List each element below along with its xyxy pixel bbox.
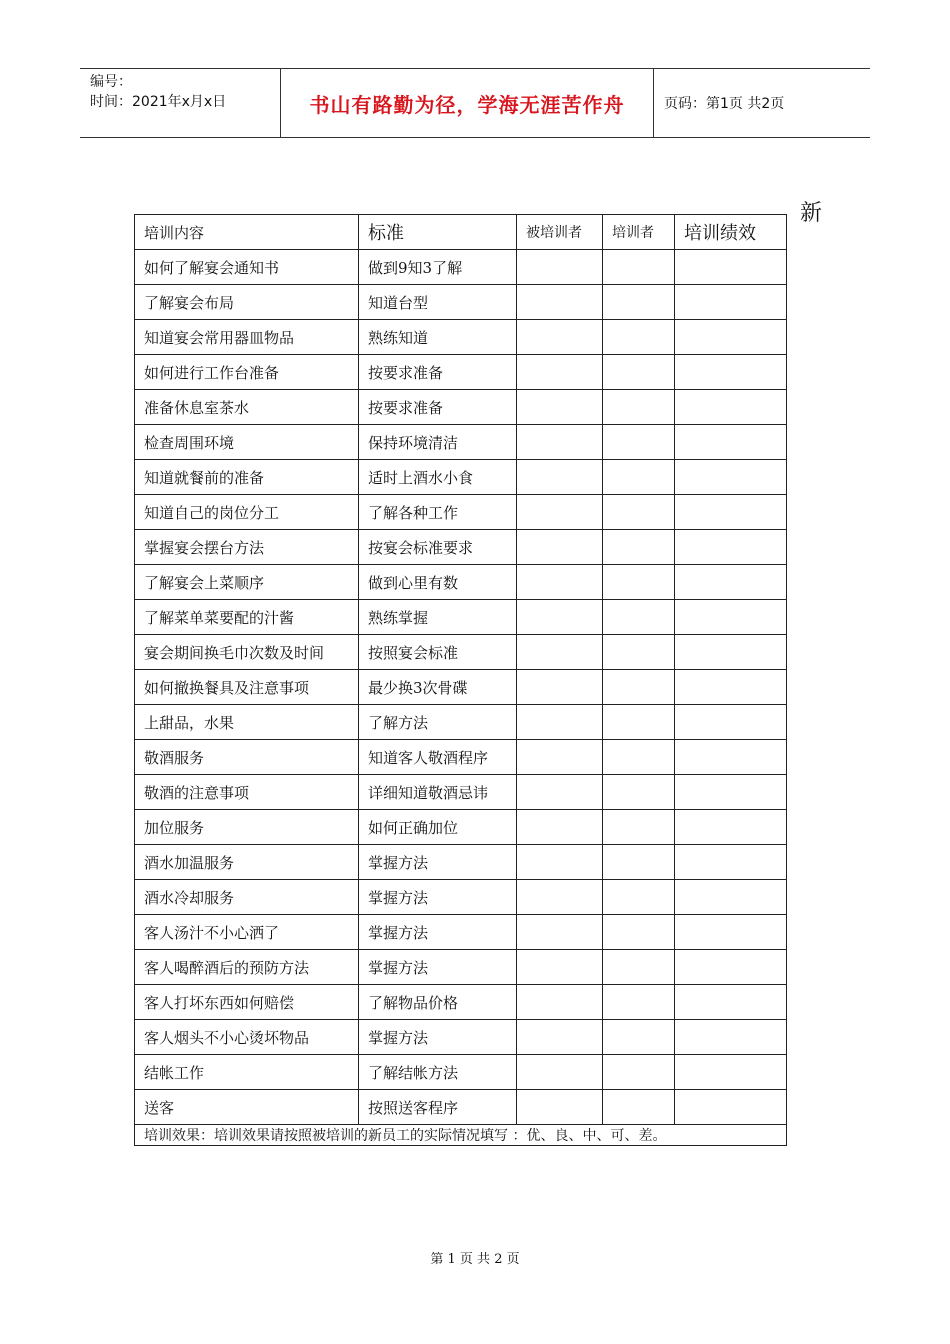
cell-performance — [675, 880, 787, 915]
table-row — [135, 670, 787, 705]
cell-performance — [675, 495, 787, 530]
cell-performance — [675, 390, 787, 425]
cell-standard: 了解物品价格 — [359, 985, 517, 1020]
cell-trainer — [603, 530, 675, 565]
side-character: 新 — [800, 201, 823, 226]
table-row — [135, 285, 787, 320]
table-row — [135, 460, 787, 495]
cell-trainer — [603, 1055, 675, 1090]
table-header-row — [135, 215, 787, 250]
page-footer: 第 1 页 共 2 页 — [430, 1252, 520, 1267]
table-row — [135, 775, 787, 810]
cell-trainee — [517, 880, 603, 915]
cell-content: 准备休息室茶水 — [135, 390, 359, 425]
cell-performance — [675, 600, 787, 635]
header-performance: 培训绩效 — [675, 215, 787, 250]
cell-trainer — [603, 950, 675, 985]
table-row — [135, 355, 787, 390]
cell-performance — [675, 845, 787, 880]
cell-content: 了解菜单菜要配的汁酱 — [135, 600, 359, 635]
cell-standard: 做到9知3了解 — [359, 250, 517, 285]
cell-trainer — [603, 1090, 675, 1125]
table-row — [135, 530, 787, 565]
time-label: 时间：2021年x月x日 — [90, 94, 227, 110]
cell-standard: 保持环境清洁 — [359, 425, 517, 460]
cell-trainer — [603, 915, 675, 950]
cell-trainer — [603, 355, 675, 390]
cell-performance — [675, 775, 787, 810]
cell-standard: 熟练知道 — [359, 320, 517, 355]
cell-standard: 掌握方法 — [359, 845, 517, 880]
cell-trainee — [517, 845, 603, 880]
table-row — [135, 1055, 787, 1090]
cell-standard: 做到心里有数 — [359, 565, 517, 600]
cell-trainee — [517, 425, 603, 460]
cell-content: 酒水加温服务 — [135, 845, 359, 880]
cell-performance — [675, 320, 787, 355]
cell-trainee — [517, 775, 603, 810]
cell-standard: 按要求准备 — [359, 355, 517, 390]
cell-trainee — [517, 1090, 603, 1125]
cell-trainee — [517, 740, 603, 775]
table-row — [135, 810, 787, 845]
cell-performance — [675, 565, 787, 600]
cell-trainee — [517, 600, 603, 635]
cell-content: 客人烟头不小心烫坏物品 — [135, 1020, 359, 1055]
cell-content: 结帐工作 — [135, 1055, 359, 1090]
cell-trainee — [517, 670, 603, 705]
cell-performance — [675, 285, 787, 320]
table-note: 培训效果：培训效果请按照被培训的新员工的实际情况填写 ：优、良、中、可、差。 — [135, 1125, 787, 1146]
cell-content: 了解宴会上菜顺序 — [135, 565, 359, 600]
cell-content: 检查周围环境 — [135, 425, 359, 460]
cell-standard: 按要求准备 — [359, 390, 517, 425]
cell-trainee — [517, 950, 603, 985]
cell-content: 上甜品，水果 — [135, 705, 359, 740]
cell-performance — [675, 915, 787, 950]
cell-content: 知道就餐前的准备 — [135, 460, 359, 495]
header-motto-cell — [281, 69, 654, 137]
cell-performance — [675, 530, 787, 565]
cell-standard: 熟练掌握 — [359, 600, 517, 635]
cell-performance — [675, 1055, 787, 1090]
cell-trainer — [603, 250, 675, 285]
cell-content: 掌握宴会摆台方法 — [135, 530, 359, 565]
cell-trainee — [517, 355, 603, 390]
cell-performance — [675, 1020, 787, 1055]
cell-content: 如何进行工作台准备 — [135, 355, 359, 390]
cell-trainee — [517, 565, 603, 600]
cell-content: 敬酒服务 — [135, 740, 359, 775]
cell-performance — [675, 425, 787, 460]
cell-content: 客人打坏东西如何赔偿 — [135, 985, 359, 1020]
cell-standard: 了解结帐方法 — [359, 1055, 517, 1090]
cell-content: 加位服务 — [135, 810, 359, 845]
cell-trainee — [517, 320, 603, 355]
cell-trainer — [603, 635, 675, 670]
cell-content: 送客 — [135, 1090, 359, 1125]
table-row — [135, 740, 787, 775]
document-header — [80, 68, 870, 138]
cell-standard: 了解各种工作 — [359, 495, 517, 530]
cell-trainee — [517, 460, 603, 495]
cell-trainee — [517, 810, 603, 845]
cell-standard: 掌握方法 — [359, 915, 517, 950]
cell-standard: 知道台型 — [359, 285, 517, 320]
table-row — [135, 915, 787, 950]
cell-trainer — [603, 320, 675, 355]
cell-trainee — [517, 530, 603, 565]
cell-trainee — [517, 635, 603, 670]
cell-performance — [675, 985, 787, 1020]
table-row — [135, 565, 787, 600]
cell-standard: 适时上酒水小食 — [359, 460, 517, 495]
cell-trainer — [603, 740, 675, 775]
cell-trainer — [603, 845, 675, 880]
cell-trainer — [603, 670, 675, 705]
table-row — [135, 250, 787, 285]
motto-text: 书山有路勤为径，学海无涯苦作舟 — [309, 92, 625, 117]
cell-standard: 如何正确加位 — [359, 810, 517, 845]
cell-standard: 掌握方法 — [359, 1020, 517, 1055]
table-row — [135, 845, 787, 880]
cell-trainee — [517, 985, 603, 1020]
cell-content: 客人喝醉酒后的预防方法 — [135, 950, 359, 985]
cell-performance — [675, 1090, 787, 1125]
cell-content: 如何撤换餐具及注意事项 — [135, 670, 359, 705]
cell-trainer — [603, 600, 675, 635]
cell-trainee — [517, 390, 603, 425]
cell-standard: 详细知道敬酒忌讳 — [359, 775, 517, 810]
cell-trainer — [603, 460, 675, 495]
cell-standard: 了解方法 — [359, 705, 517, 740]
cell-trainer — [603, 390, 675, 425]
cell-performance — [675, 705, 787, 740]
cell-performance — [675, 250, 787, 285]
cell-trainee — [517, 1020, 603, 1055]
cell-standard: 按照送客程序 — [359, 1090, 517, 1125]
table-row — [135, 390, 787, 425]
header-info-cell — [80, 69, 281, 137]
table-row — [135, 635, 787, 670]
cell-trainer — [603, 880, 675, 915]
cell-performance — [675, 670, 787, 705]
header-trainee: 被培训者 — [517, 215, 603, 250]
table-row — [135, 600, 787, 635]
cell-trainer — [603, 775, 675, 810]
header-trainer: 培训者 — [603, 215, 675, 250]
cell-content: 了解宴会布局 — [135, 285, 359, 320]
cell-trainee — [517, 705, 603, 740]
cell-content: 知道自己的岗位分工 — [135, 495, 359, 530]
page-code: 页码：第1页 共2页 — [664, 96, 785, 112]
table-row — [135, 985, 787, 1020]
cell-performance — [675, 740, 787, 775]
cell-performance — [675, 460, 787, 495]
table-row — [135, 320, 787, 355]
cell-trainer — [603, 565, 675, 600]
cell-content: 敬酒的注意事项 — [135, 775, 359, 810]
table-row — [135, 880, 787, 915]
table-note-row — [135, 1125, 787, 1146]
table-row — [135, 705, 787, 740]
table-row — [135, 425, 787, 460]
cell-trainer — [603, 810, 675, 845]
cell-trainee — [517, 915, 603, 950]
header-training-content: 培训内容 — [135, 215, 359, 250]
training-table — [134, 214, 787, 1146]
cell-trainer — [603, 1020, 675, 1055]
cell-content: 客人汤汁不小心洒了 — [135, 915, 359, 950]
header-page-cell — [654, 69, 870, 137]
number-label: 编号： — [90, 74, 132, 90]
table-row — [135, 1020, 787, 1055]
table-body — [135, 250, 787, 1146]
cell-content: 如何了解宴会通知书 — [135, 250, 359, 285]
cell-trainer — [603, 285, 675, 320]
cell-standard: 按照宴会标准 — [359, 635, 517, 670]
cell-trainer — [603, 495, 675, 530]
cell-standard: 掌握方法 — [359, 950, 517, 985]
cell-trainee — [517, 285, 603, 320]
cell-performance — [675, 355, 787, 390]
cell-content: 知道宴会常用器皿物品 — [135, 320, 359, 355]
cell-trainee — [517, 495, 603, 530]
cell-content: 宴会期间换毛巾次数及时间 — [135, 635, 359, 670]
cell-standard: 知道客人敬酒程序 — [359, 740, 517, 775]
cell-standard: 掌握方法 — [359, 880, 517, 915]
cell-trainee — [517, 250, 603, 285]
cell-trainee — [517, 1055, 603, 1090]
cell-trainer — [603, 985, 675, 1020]
table-row — [135, 495, 787, 530]
header-standard: 标准 — [359, 215, 517, 250]
cell-performance — [675, 950, 787, 985]
cell-trainer — [603, 425, 675, 460]
cell-standard: 最少换3次骨碟 — [359, 670, 517, 705]
cell-content: 酒水冷却服务 — [135, 880, 359, 915]
cell-performance — [675, 635, 787, 670]
cell-trainer — [603, 705, 675, 740]
cell-performance — [675, 810, 787, 845]
table-row — [135, 950, 787, 985]
cell-standard: 按宴会标准要求 — [359, 530, 517, 565]
table-row — [135, 1090, 787, 1125]
